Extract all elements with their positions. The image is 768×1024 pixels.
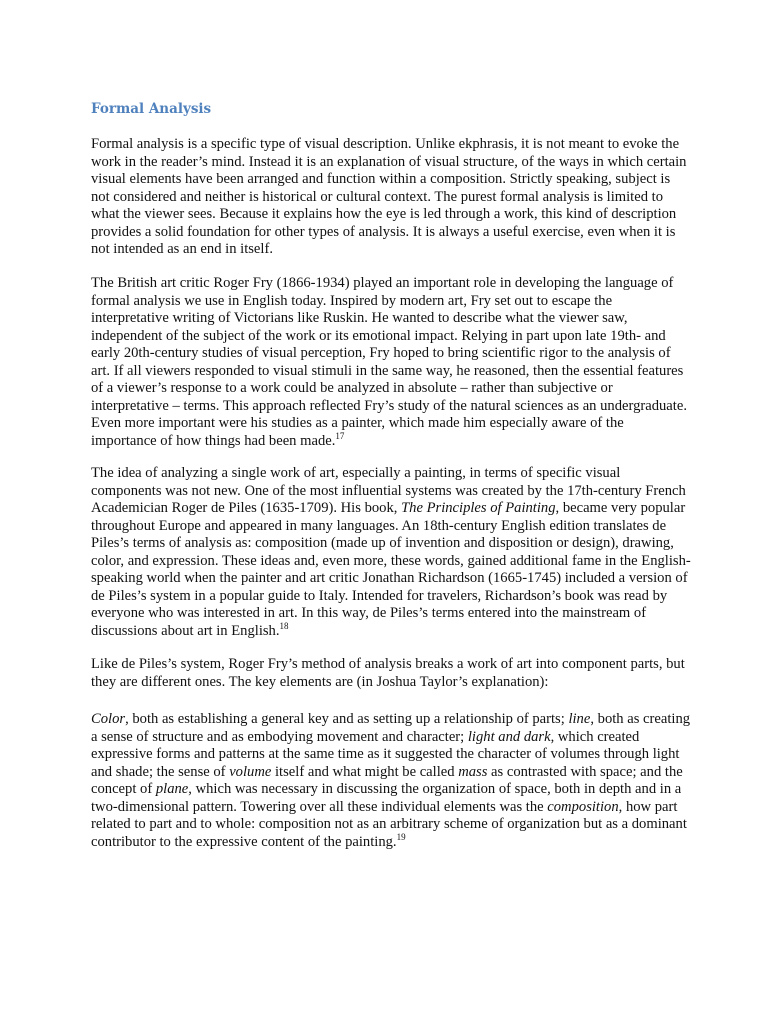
paragraph-5-seg-1: , both as establishing a general key and as setting up a relationship of parts; <box>125 711 569 727</box>
paragraph-3 <box>91 465 691 640</box>
paragraph-1-text: Formal analysis is a specific type of visual description. Unlike ekphrasis, it is not meant to evoke the work in the reader’s mind. Instead it is an explanation of visual structure, of the ways in which certain visual elements have been arranged and function within a composition. Strictly speaking, subject is not considered and neither is historical or cultural context. The purest formal analysis is limited to what the viewer sees. Because it explains how the eye is led through a work, this kind of description provides a solid foundation for other types of analysis. It is always a useful exercise, even when it is not intended as an end in itself. <box>91 136 687 257</box>
footnote-ref-19[interactable]: 19 <box>396 831 406 842</box>
term-mass: mass <box>458 763 488 780</box>
term-color: Color <box>91 711 126 727</box>
paragraph-5-seg-4: itself and what might be called <box>271 763 459 780</box>
term-light-and-dark: light and dark <box>467 728 551 745</box>
paragraph-5-seg-3: , which created expressive forms and patterns at the same time as it suggested the character of volumes through light and shade; the sense of <box>91 728 680 780</box>
paragraph-3-text-a: The idea of analyzing a single work of art, especially a painting, in terms of specific visual components was not new. One of the most influential systems was created by the 17th-century French Academician Roger de Piles (1635-1709). His book, <box>91 465 686 516</box>
paragraph-2 <box>91 275 691 450</box>
footnote-ref-17[interactable]: 17 <box>335 430 345 441</box>
book-title: The Principles of Painting <box>401 500 556 516</box>
footnote-ref-18[interactable]: 18 <box>279 620 289 631</box>
term-plane: plane <box>155 781 189 797</box>
paragraph-4-text: Like de Piles’s system, Roger Fry’s method of analysis breaks a work of art into component parts, but they are different ones. The key elements are (in Joshua Taylor’s explanation): <box>91 656 685 690</box>
section-heading: Formal Analysis <box>91 101 212 117</box>
paragraph-5 <box>91 711 691 851</box>
paragraph-4 <box>91 656 691 691</box>
term-line: line <box>568 711 591 727</box>
paragraph-3-text-b: , became very popular throughout Europe and appeared in many languages. An 18th-century English edition translates de Piles’s terms of analysis as: composition (made up of invention and disposition or design), drawing, color, and expression. These ideas and, even more, these words, gained additional fame in the English-speaking world when the painter and art critic Jonathan Richardson (1665-1745) included a version of de Piles’s system in a popular guide to Italy. Intended for travelers, Richardson’s book was read by everyone who was interested in art. In this way, de Piles’s terms entered into the mainstream of discussions about art in English. <box>91 500 691 639</box>
paragraph-5-seg-6: , which was necessary in discussing the organization of space, both in depth and in a two-dimensional pattern. Towering over all these individual elements was the <box>91 781 682 815</box>
term-volume: volume <box>229 763 272 780</box>
paragraph-5-seg-5: as contrasted with space; and the concept of <box>91 763 683 797</box>
paragraph-1 <box>91 136 691 259</box>
term-composition: composition <box>547 798 619 815</box>
paragraph-2-text: The British art critic Roger Fry (1866-1934) played an important role in developing the language of formal analysis we use in English today. Inspired by modern art, Fry set out to escape the interpretative writing of Victorians like Ruskin. He wanted to describe what the viewer saw, independent of the subject of the work or its emotional impact. Relying in part upon late 19th- and early 20th-century studies of visual perception, Fry hoped to bring scientific rigor to the analysis of art. If all viewers responded to visual stimuli in the same way, he reasoned, then the essential features of a viewer’s response to a work could be analyzed in absolute – rather than subjective or interpretative – terms. This approach reflected Fry’s study of the natural sciences as an undergraduate. Even more important were his studies as a painter, which made him especially aware of the importance of how things had been made. <box>91 275 687 449</box>
paragraph-5-seg-2: , both as creating a sense of structure and as embodying movement and character; <box>91 711 691 745</box>
paragraph-5-seg-7: , how part related to part and to whole: composition not as an arbitrary scheme of organization but as a dominant contributor to the expressive content of the painting. <box>91 798 687 850</box>
